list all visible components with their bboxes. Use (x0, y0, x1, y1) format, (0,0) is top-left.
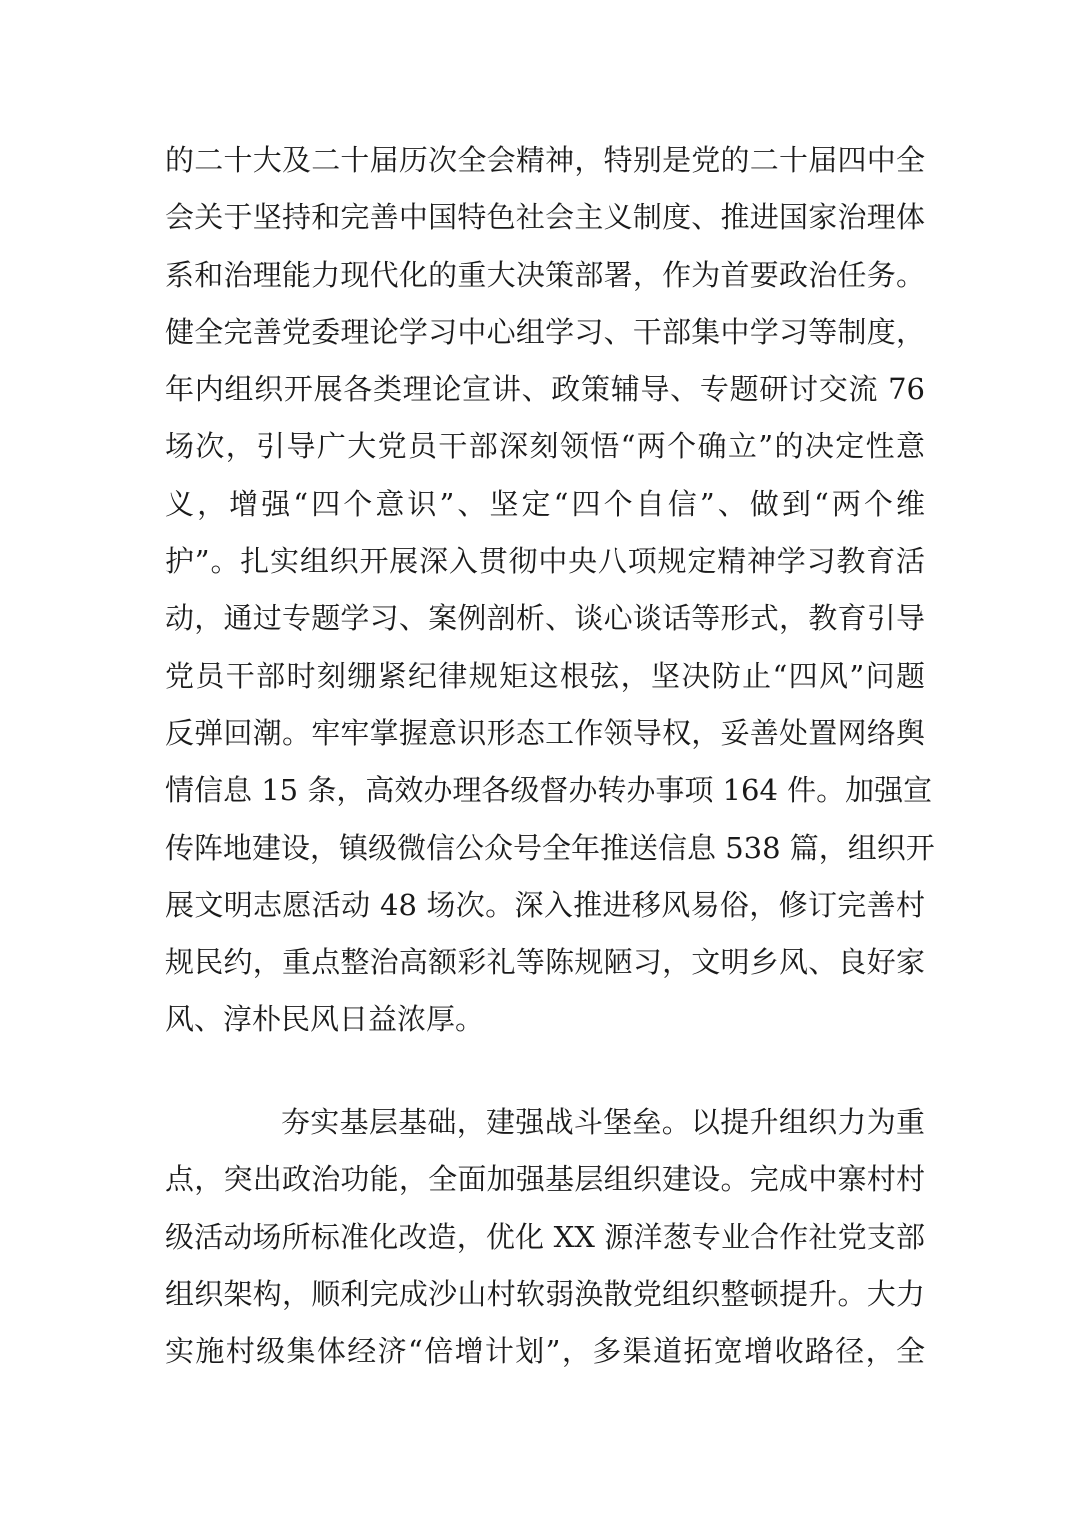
text-line: 动，通过专题学习、案例剖析、谈心谈话等形式，教育引导 (165, 601, 925, 636)
text-line: 规民约，重点整治高额彩礼等陈规陋习，文明乡风、良好家 (165, 945, 925, 980)
text-line: 的二十大及二十届历次全会精神，特别是党的二十届四中全 (165, 143, 925, 177)
text-line: 健全完善党委理论学习中心组学习、干部集中学习等制度， (165, 314, 925, 349)
text-line: 级活动场所标准化改造，优化 XX 源洋葱专业合作社党支部 (165, 1219, 925, 1254)
text-line: 实施村级集体经济“倍增计划”，多渠道拓宽增收路径，全 (165, 1334, 925, 1369)
paragraph-2 (165, 1094, 925, 1380)
text-line: 反弹回潮。牢牢掌握意识形态工作领导权，妥善处置网络舆 (165, 715, 925, 750)
text-line: 义，增强“四个意识”、坚定“四个自信”、做到“两个维 (165, 486, 925, 521)
paragraph-1 (165, 132, 935, 1049)
text-line: 会关于坚持和完善中国特色社会主义制度、推进国家治理体 (165, 200, 925, 235)
text-line: 组织架构，顺利完成沙山村软弱涣散党组织整顿提升。大力 (165, 1276, 925, 1311)
text-line: 传阵地建设，镇级微信公众号全年推送信息 538 篇，组织开 (165, 830, 935, 865)
text-line: 系和治理能力现代化的重大决策部署，作为首要政治任务。 (165, 257, 925, 292)
text-line: 护”。扎实组织开展深入贯彻中央八项规定精神学习教育活 (165, 544, 925, 579)
text-line: 年内组织开展各类理论宣讲、政策辅导、专题研讨交流 76 (165, 372, 925, 407)
text-line: 点，突出政治功能，全面加强基层组织建设。完成中寨村村 (165, 1162, 925, 1197)
text-line: 展文明志愿活动 48 场次。深入推进移风易俗，修订完善村 (165, 887, 925, 922)
text-line: 夯实基层基础，建强战斗堡垒。以提升组织力为重 (281, 1105, 925, 1139)
text-line: 风、淳朴民风日益浓厚。 (165, 1002, 485, 1037)
text-line: 情信息 15 条，高效办理各级督办转办事项 164 件。加强宣 (165, 773, 933, 808)
text-line: 场次，引导广大党员干部深刻领悟“两个确立”的决定性意 (165, 429, 925, 464)
text-line: 党员干部时刻绷紧纪律规矩这根弦，坚决防止“四风”问题 (165, 658, 925, 693)
